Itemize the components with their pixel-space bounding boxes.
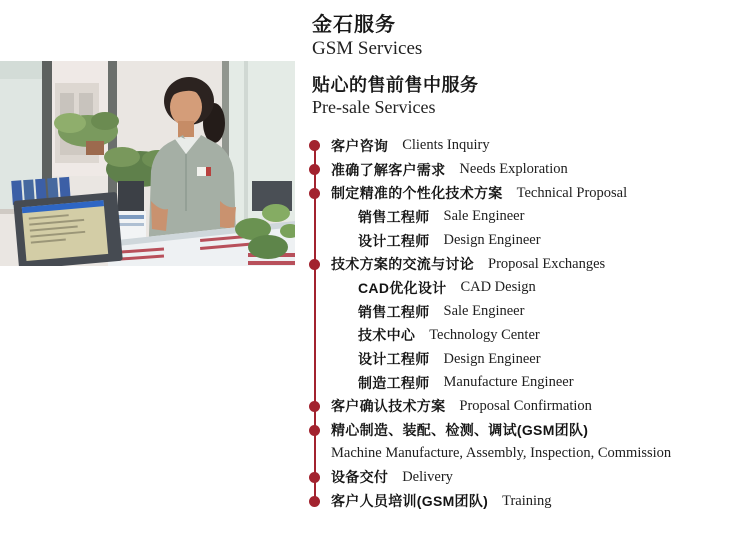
item-label-cn: 客户人员培训(GSM团队) [331,493,489,510]
timeline-bullet [309,140,320,151]
item-label-cn: 制定精准的个性化技术方案 [331,185,503,202]
item-label-cn: CAD优化设计 [358,279,447,296]
list-item [309,466,729,490]
title-english: GSM Services [312,38,423,59]
timeline-bullet [309,188,320,199]
item-label-en: CAD Design [460,279,536,296]
item-label-cn: 销售工程师 [358,303,430,320]
list-item-continuation [309,442,729,466]
item-label-en: Design Engineer [443,232,541,249]
item-label-en: Clients Inquiry [402,137,490,154]
item-label-cn: 客户咨询 [331,137,389,154]
item-label-en: Proposal Confirmation [459,397,592,414]
item-label-en: Machine Manufacture, Assembly, Inspection, Commission [331,445,672,462]
item-label-cn: 设计工程师 [358,351,430,368]
list-item [309,395,729,419]
subtitle-chinese: 贴心的售前售中服务 [312,75,479,95]
subtitle-english: Pre-sale Services [312,97,436,117]
list-subitem [309,300,729,324]
list-subitem [309,229,729,253]
item-label-cn: 设计工程师 [358,232,430,249]
section-header [312,13,422,60]
item-label-cn: 精心制造、装配、检测、调试(GSM团队) [331,422,589,439]
item-label-en: Delivery [402,468,453,485]
item-label-en: Manufacture Engineer [443,374,574,391]
timeline-bullet [309,496,320,507]
timeline-bullet [309,425,320,436]
office-photo [0,61,295,266]
item-label-en: Technical Proposal [516,184,628,201]
list-item [309,158,729,182]
list-subitem [309,205,729,229]
timeline-bullet [309,401,320,412]
item-label-cn: 设备交付 [331,469,389,486]
item-label-en: Design Engineer [443,350,541,367]
list-subitem [309,324,729,348]
item-label-cn: 技术中心 [358,327,416,344]
item-label-cn: 客户确认技术方案 [331,398,446,415]
list-item [309,252,729,276]
title-chinese: 金石服务 [312,14,396,36]
list-item [309,134,729,158]
item-label-en: Technology Center [429,326,540,343]
list-subitem [309,371,729,395]
services-timeline [309,134,729,513]
item-label-cn: 准确了解客户需求 [331,161,446,178]
list-item [309,489,729,513]
desk-monitor [13,192,123,266]
list-item [309,181,729,205]
item-label-en: Needs Exploration [459,161,568,178]
office-photo-illustration [0,61,295,266]
item-label-cn: 销售工程师 [358,208,430,225]
item-label-cn: 技术方案的交流与讨论 [331,256,474,273]
list-item [309,418,729,442]
timeline-bullet [309,164,320,175]
list-subitem [309,347,729,371]
item-label-en: Training [502,492,552,509]
timeline-bullet [309,259,320,270]
item-label-cn: 制造工程师 [358,374,430,391]
item-label-en: Sale Engineer [443,208,525,225]
item-label-en: Proposal Exchanges [488,255,606,272]
timeline-bullet [309,472,320,483]
item-label-en: Sale Engineer [443,303,525,320]
section-subheader [312,74,479,118]
list-subitem [309,276,729,300]
